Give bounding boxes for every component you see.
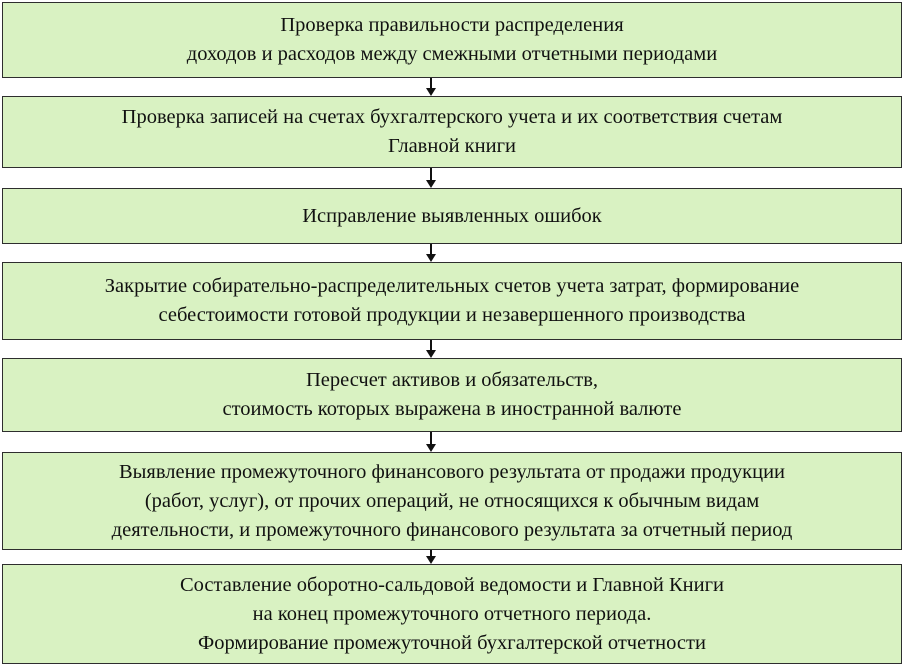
flow-arrow-1 — [426, 78, 436, 96]
step-cost-accounts-closing — [2, 262, 902, 340]
step-1-text: Проверка правильности распределения доходов и расходов между смежными отчетными периодами — [186, 14, 718, 65]
step-5-text: Пересчет активов и обязательств, стоимость которых выражена в иностранной валюте — [222, 369, 682, 420]
step-interim-financial-result — [2, 452, 902, 550]
flow-arrow-6 — [426, 550, 436, 564]
step-foreign-currency-revaluation — [2, 358, 902, 432]
step-2-text: Проверка записей на счетах бухгалтерского учета и их соответствия счетам Главной книги — [121, 106, 783, 157]
step-6-text: Выявление промежуточного финансового результата от продажи продукции (работ, услуг), от прочих операций, не относящихся к обычным видам деятельности, и промежуточного финансового результата за отчетный период — [111, 460, 793, 541]
flow-arrow-2 — [426, 168, 436, 188]
step-7-text: Составление оборотно-сальдовой ведомости и Главной Книги на конец промежуточного отчетного периода. Формирование промежуточной бухгалтерской отчетности — [180, 573, 724, 654]
flow-arrow-5 — [426, 432, 436, 452]
step-3-text: Исправление выявленных ошибок — [302, 204, 602, 227]
step-4-text: Закрытие собирательно-распределительных счетов учета затрат, формирование себестоимости готовой продукции и незавершенного производства — [104, 275, 800, 326]
step-trial-balance-and-reporting — [2, 564, 902, 664]
step-error-correction — [2, 188, 902, 244]
step-income-expense-allocation-check — [2, 2, 902, 78]
flow-arrow-3 — [426, 244, 436, 262]
step-ledger-accounts-check — [2, 96, 902, 168]
flow-arrow-4 — [426, 340, 436, 358]
